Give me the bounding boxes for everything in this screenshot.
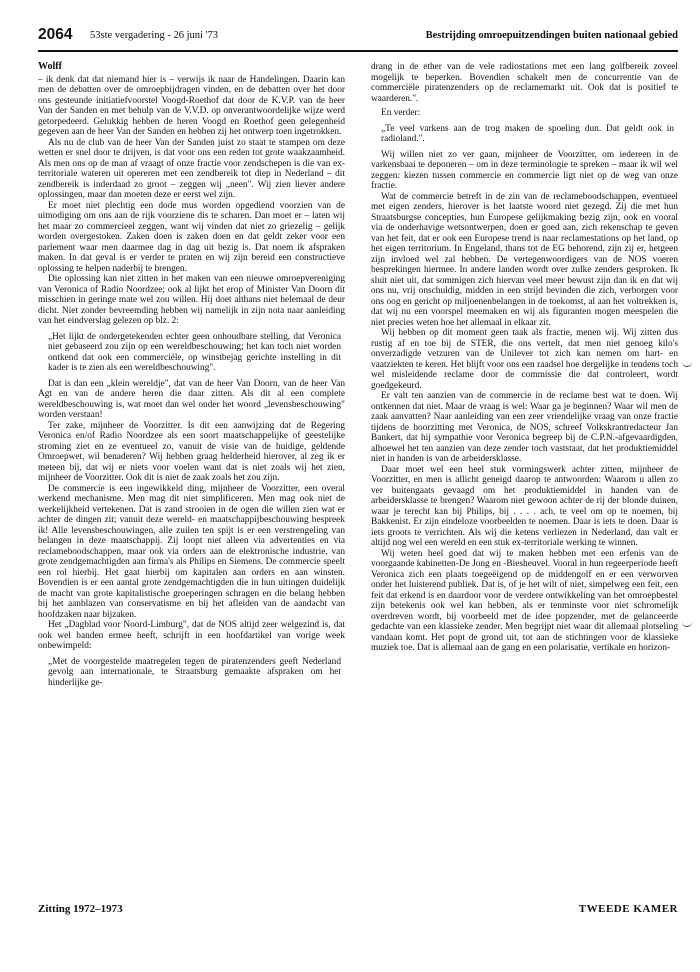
page-title: Bestrijding omroepuitzendingen buiten nationaal gebied [425,30,678,41]
paragraph: Er valt ten aanzien van de commercie in de reclame best wat te doen. Wij ontkennen dat niet. Maar de vraag is wel: Waar ga je beginnen? Waar wil men de zaak aanvatten? Naar aanleiding van een zeer vriendelijke vraag van onze fractie tijdens de hoorzitting met Veronica, de NOS, schreef Volkskrantredacteur Jan Bankert, dat hij sympathie voor Veronica begreep bij de C.P.N.-afgevaardigden, alhoewel het ten aanzien van deze zender toch vaststaat, dat het produktiemiddel niet in handen is van de arbeidersklasse. [371,391,678,464]
paragraph: Wat de commercie betreft in de zin van de reclameboodschappen, eventueel met eigen zenders, hierover is het laatste woord niet gezegd. Zij die met hun Straatsburgse concepties, hun Europese gelijkmaking bezig zijn, ook en vooral via de onderhavige wetsontwerpen, doen er goed aan, zich rekenschap te geven van het feit, dat er ook een Europese trend is naar reclamestations op het land, op het eigen territorium. In Engeland, thans tot de EG behorend, zijn zij er, hetgeen zijn invloed wel zal hebben. De vertegenwoordigers van de NOS voeren besprekingen hiermee. In andere landen wordt over zulke zenders gesproken. Ik sluit niet uit, dat sommigen zich hiervan veel meer bewust zijn dan ik en dat wij ons nu, vrij onschuldig, midden in een strijd bevinden die zich, verborgen voor ons oog en gericht op miljoenenbelangen in de toekomst, al aan het voltrekken is, dat wij nu een voorspel meemaken en wij als figuranten mogen meespelen die niet precies weten hoe het allemaal in elkaar zit. [371,191,678,328]
session-label: Zitting 1972–1973 [38,903,123,915]
paragraph: Daar moet wel een heel stuk vormingswerk achter zitten, mijnheer de Voorzitter, en men is allicht geneigd daarop te antwoorden: Waarom u allen zo ver buitengaats gevaagd om het produktiemiddel in handen van de arbeidersklasse te brengen? Waarom niet gewoon achter de rij der blonde duinen, waar je terecht kan bij Philips, bij . . . . ach, te veel om op te noemen, bij Bakkenist. Er zijn eindeloze voorbeelden te noemen. Daar is iets te doen. Daar is iets groots te verrichten. Als wij die ketens verliezen in Nederland, dan valt er altijd nog wel een wereld en een stuk ex-territoriale werking te winnen. [371,464,678,548]
paragraph: De commercie is een ingewikkeld ding, mijnheer de Voorzitter, een overal werkend mechanisme. Men mag dit niet simplificeren. Men mag ook niet de werkelijkheid vertekenen. Dat is zand strooien in de ogen die willen zien wat er achter de dingen zit; vanuit deze wereld- en maatschappijbeschouwing bespreek ik! Alle levensbeschouwingen, alle zuilen ten spijt is er een verstrengeling van belangen in deze maatschappij. Zij loopt niet alleen via advertenties en via reclameboodschappen, maar ook via orders aan de elektronische industrie, van grote zendgemachtigden aan firma's als Philips en Siemens. De commercie speelt een rol hierbij. Het gaat hierbij om kapitalen aan orders en aan winsten. Bovendien is er een aantal grote zendgemachtigden die in hun uitingen duidelijk de macht van grote kapitalistische groeperingen schragen en die belang hebben bij het aanblazen van conservatisme en bij het afleiden van de aandacht van hoofdzaken naar bijzaken. [38,483,345,620]
margin-mark [682,360,692,367]
paragraph: Wij weten heel goed dat wij te maken hebben met een erfenis van de voorgaande kabinetten-De Jong en -Biesheuvel. Vooral in hun regeerperiode heeft Veronica zich een plaats toegeëigend op de middengolf en er een verworven onder het luisterend publiek. Dat is, of je het wilt of niet, simpelweg een feit, een feit dat erkend is en daardoor voor de verdere ontwikkeling van het omroepbestel zijn betekenis ook wel kan hebben, als er tenminste voor niet schromelijk overdreven wordt, bij voorbeeld met de idee popzender, met de gelanceerde gedachte van een klassieke zender. Men begrijpt niet waar dit allemaal plotseling vandaan komt. Het popt de grond uit, tot aan de stichtingen voor de klassieke muziek toe. Dat is allemaal aan de gang en een polarisatie, vertikale en horizon- [371,548,678,653]
paragraph: Er moet niet plechtig een dode mus worden opgediend voorzien van de uitnodiging om ons aan de rijk voorziene dis te scharen. Dan moet er – laten wij het maar zo commercieel zeggen, want wij vinden dat niet zo griezelig – gelijk worden overgestoken. Zaken doen is zaken doen en dat geldt zeker voor een parlement waar men daarmee dag in dag uit bezig is. Dat noem ik afspraken maken. In dat geval is er verder te praten en wij zijn bereid een constructieve oplossing te helpen naderbij te brengen. [38,200,345,274]
paragraph: Ter zake, mijnheer de Voorzitter. Is dit een aanwijzing dat de Regering Veronica en/of Radio Noordzee als een soort maatschappelijke of geestelijke stroming ziet en ze eventueel zo, vanuit de visie van de huidige, geldende Omroepwet, wil benaderen? Wij hebben graag helderheid hierover, al zeg ik er meteen bij, dat wij er niets voor voelen want dat is niet zoals wij het zien, mijnheer de Voorzitter. Ook dit is niet de zaak zoals het zou zijn. [38,420,345,483]
paragraph: En verder: [381,108,421,118]
quote-paragraph: „Te veel varkens aan de trog maken de spoeling dun. Dat geldt ook in radioland.". [381,123,674,144]
paragraph: Die oplossing kan niet zitten in het maken van een nieuwe omroepvereniging van Veronica of Radio Noordzee; ook al lijkt het erop of Minister Van Doorn dit misschien in geringe mate wel zou willen. Hij doet althans niet helemaal de deur dicht. Niet zonder bevreemding hebben wij namelijk in zijn nota naar aanleiding van het eindverslag gelezen op blz. 2: [38,274,345,326]
chamber-label: TWEEDE KAMER [578,903,678,915]
paragraph: drang in de ether van de vele radiostations met een lang golfbereik zoveel mogelijk te beperken. Bovendien schakelt men de concurrentie van de commerciële piratenzenders op de reclamemarkt uit. Ook dat is positief te waarderen.". [371,62,678,104]
paragraph: Wij hebben op dit moment geen taak als fractie, menen wij. Wij zitten dus rustig af en toe bij de STER, die ons vertelt, dat men niet genoeg kilo's onverzadigde vetzuren van de Unilever tot zich kan nemen om hart- en vaatziekten te keren. Het blijft voor ons een raadsel hoe dergelijke in tendens toch wel misleidende reclame door de commissie die dat controleert, wordt goedgekeurd. [371,328,678,391]
quote-paragraph: „Het lijkt de ondergetekenden echter geen onhoudbare stelling, dat Veronica niet gebaseerd zou zijn op een wereldbeschouwing; het kan toch niet worden ontkend dat ook een commerciële, op winstbejag gerichte instelling in dit kader is te zien als een wereldbeschouwing". [48,331,341,373]
header-rule [38,50,678,52]
page-header [38,28,678,46]
quote-paragraph: „Met de voorgestelde maatregelen tegen de piratenzenders geeft Nederland gevolg aan internationale, te Straatsburg gemaakte afspraken om het hinderlijke ge- [48,656,341,688]
right-column [371,62,678,654]
page-number: 2064 [38,26,73,43]
paragraph: Het „Dagblad voor Noord-Limburg", dat de NOS altijd zeer welgezind is, dat ook wel banden ermee heeft, schrijft in een hoofdartikel van vorige week onbewimpeld: [38,620,345,651]
paragraph: – ik denk dat dat niemand hier is – verwijs ik naar de Handelingen. Daarin kan men de debatten over de omroepbijdragen vinden, en de debatten over het door ons gesteunde initiatiefvoorstel Voogd-Roethof dat door de K.V.P. van de heer Van der Sanden en met behulp van de V.V.D. op onverantwoordelijke wijze werd getorpedeerd. Gelukkig hebben de heren Voogd en Roethof geen gelegenheid gegeven aan de heer Van der Sanden en hebben zij het ontwerp toen ingetrokken. [38,74,345,137]
page-footer [38,903,678,919]
paragraph: Wij willen niet zo ver gaan, mijnheer de Voorzitter, om iedereen in de varkensbaai te deponeren – om in deze terminologie te spreken – maar ik wil wel zeggen: kiezen tussen commercie en commercie ligt niet op de weg van onze fractie. [371,149,678,191]
margin-mark [682,620,692,627]
meeting-info: 53ste vergadering - 26 juni '73 [90,30,218,41]
paragraph: Als nu de club van de heer Van der Sanden juist zo staat te stampen om deze wetten er snel door te drijven, is dat voor ons een reden tot grote waakzaamheid. Als men ons op de man af vraagt of onze fractie voor zendschepen is die van ex-territoriale wateren uit opereren met een zendbereik tot diep in Nederland – dit zendbereik is inderdaad zo groot – zeggen wij „neen". Wij zien liever andere oplossingen, maar dan moeten deze er eerst wel zijn. [38,137,345,200]
speaker-name: Wolff [38,61,62,72]
left-column [38,62,345,693]
paragraph: Dat is dan een „klein wereldje", dat van de heer Van Doorn, van de heer Van Agt en van de andere heren die daar zitten. Als dit al een complete wereldbeschouwing is, wat moet dan wel onder het woord „levensbeschouwing" worden verstaan! [38,378,345,420]
